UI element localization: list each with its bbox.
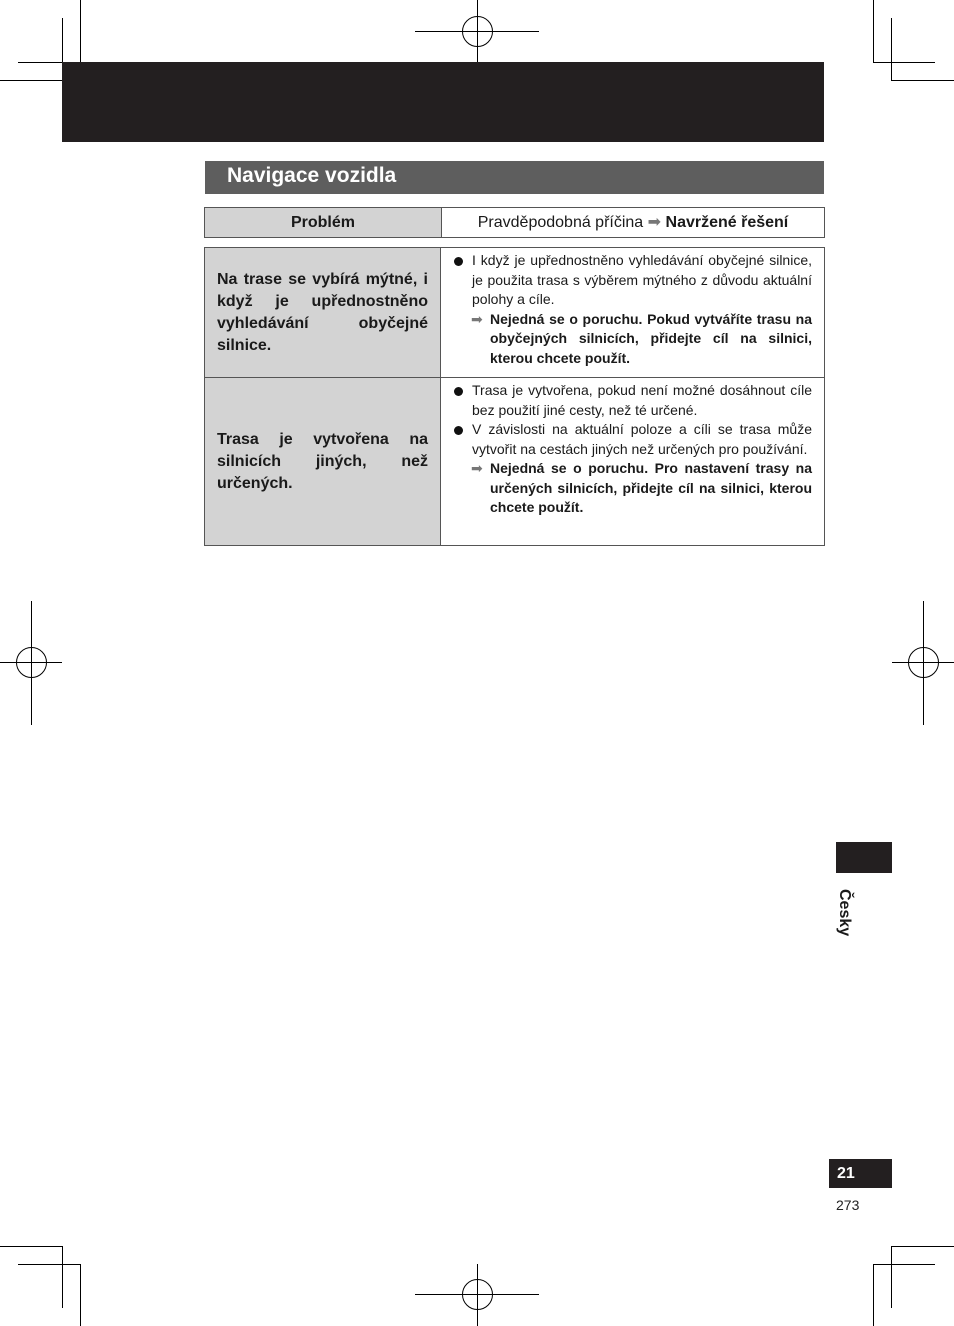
arrow-right-icon: ➡ xyxy=(471,310,483,327)
solution-text: Nejedná se o poruchu. Pro nastavení trasy na určených silnicích, přidejte cíl na silnici, kterou chcete použít. xyxy=(490,460,812,515)
column-header-problem: Problém xyxy=(205,208,442,237)
cause-cell xyxy=(441,378,824,545)
troubleshooting-table xyxy=(204,247,825,546)
language-tab-marker xyxy=(836,842,892,873)
solution-text: Nejedná se o poruchu. Pokud vytváříte trasu na obyčejných silnicích, přidejte cíl na silnici, kterou chcete použít. xyxy=(490,310,812,366)
chapter-number: 21 xyxy=(829,1159,892,1188)
language-label: Česky xyxy=(836,889,853,937)
solution-item xyxy=(453,310,812,369)
cause-label: Pravděpodobná příčina xyxy=(477,214,644,231)
table-row xyxy=(205,377,824,545)
page-number: 273 xyxy=(836,1197,860,1213)
arrow-right-icon: ➡ xyxy=(647,214,662,231)
solution-label: Navržené řešení xyxy=(665,214,789,231)
problem-cell: Trasa je vytvořena na silnicích jiných, než určených. xyxy=(205,378,441,545)
column-header-cause-solution xyxy=(442,208,824,237)
table-column-header xyxy=(204,207,825,238)
cause-cell xyxy=(441,248,824,377)
cause-item: I když je upřednostněno vyhledávání obyčejné silnice, je použita trasa s výběrem mýtného z důvodu aktuální polohy a cíle. xyxy=(453,251,812,310)
table-row xyxy=(205,248,824,377)
top-header-bar xyxy=(62,62,824,142)
section-title: Navigace vozidla xyxy=(205,161,824,194)
problem-cell: Na trase se vybírá mýtné, i když je upřednostněno vyhledávání obyčejné silnice. xyxy=(205,248,441,377)
cause-item: Trasa je vytvořena, pokud není možné dosáhnout cíle bez použití jiné cesty, než té určené. xyxy=(453,381,812,420)
cause-item: V závislosti na aktuální poloze a cíli se trasa může vytvořit na cestách jiných než určených pro používání. xyxy=(453,420,812,459)
arrow-right-icon: ➡ xyxy=(471,460,483,476)
solution-item xyxy=(453,459,812,518)
